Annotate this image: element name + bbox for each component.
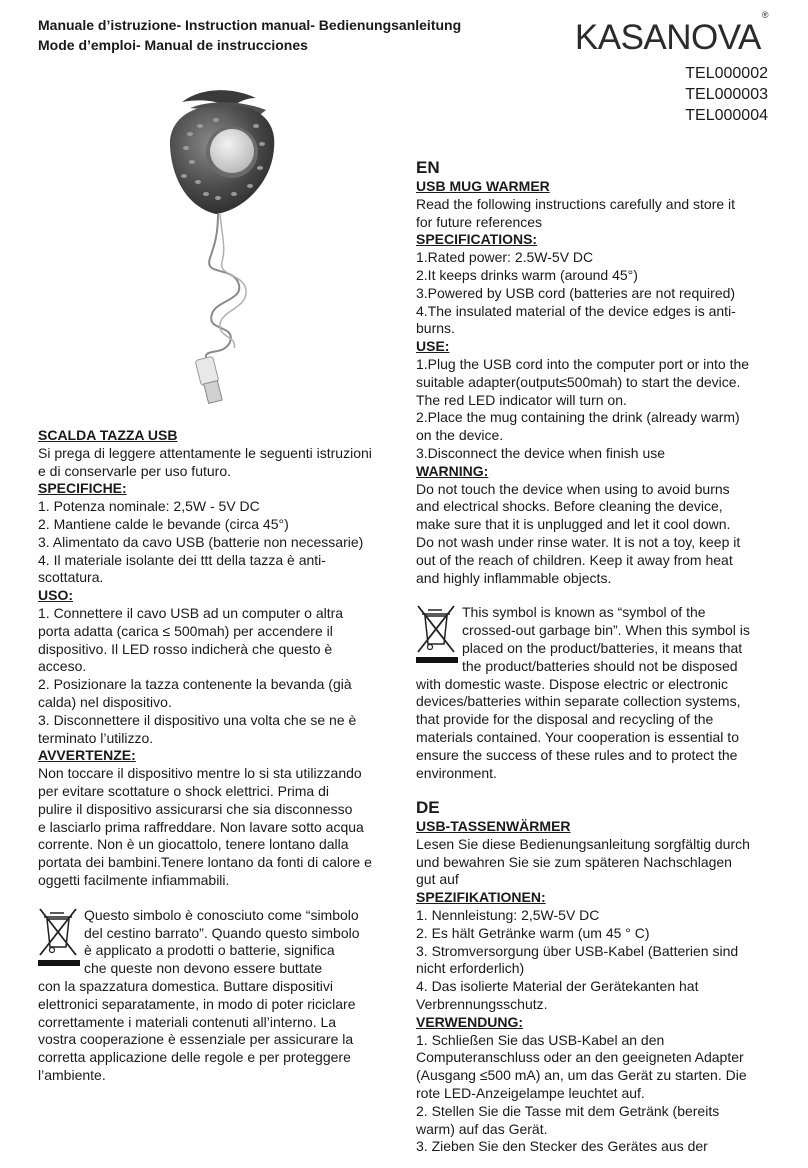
spec-line: 3. Alimentato da cavo USB (batterie non necessarie) xyxy=(38,533,364,550)
spec-line: 1. Potenza nominale: 2,5W - 5V DC xyxy=(38,498,260,515)
crossed-bin-icon xyxy=(416,604,458,664)
weee-line: the product/batteries should not be disposed xyxy=(462,657,738,674)
use-line: 2. Posizionare la tazza contenente la bevanda (già xyxy=(38,676,352,693)
use-heading: VERWENDUNG: xyxy=(416,1013,524,1030)
crossed-bin-icon xyxy=(38,907,80,967)
use-line: 2. Stellen Sie die Tasse mit dem Getränk (bereits xyxy=(416,1102,720,1119)
language-heading: EN xyxy=(416,158,440,177)
warning-line: portata dei bambini.Tenere lontano da fonti di calore e xyxy=(38,854,372,871)
weee-line: devices/batteries within separate collection systems, xyxy=(416,693,741,710)
product-codes xyxy=(685,63,768,126)
weee-line: correttamente i materiali contenuti all’interno. La xyxy=(38,1013,337,1030)
section-title: SCALDA TAZZA USB xyxy=(38,427,178,443)
intro-line: Si prega di leggere attentamente le seguenti istruzioni xyxy=(38,444,372,461)
intro-line: Lesen Sie diese Bedienungsanleitung sorgfältig durch xyxy=(416,835,750,852)
specs-heading: SPECIFICATIONS: xyxy=(416,231,538,248)
use-heading: USE: xyxy=(416,338,450,355)
warning-line: Non toccare il dispositivo mentre lo si sta utilizzando xyxy=(38,765,362,782)
spec-line: 3.Powered by USB cord (batteries are not required) xyxy=(416,284,736,301)
weee-line: del cestino barrato”. Quando questo simbolo xyxy=(84,924,360,941)
use-line: 3.Disconnect the device when finish use xyxy=(416,444,666,461)
use-line: terminato l’utilizzo. xyxy=(38,729,154,746)
product-code: TEL000004 xyxy=(685,107,768,124)
warning-line: Do not touch the device when using to avoid burns xyxy=(416,480,730,497)
intro-line: for future references xyxy=(416,213,543,230)
brand-logo xyxy=(574,10,768,58)
weee-line: l’ambiente. xyxy=(38,1066,106,1083)
product-image xyxy=(160,86,300,411)
weee-line: environment. xyxy=(416,764,497,781)
spec-line: scottatura. xyxy=(38,569,104,586)
intro-line: und bewahren Sie sie zum späteren Nachschlagen xyxy=(416,853,732,870)
intro-line: gut auf xyxy=(416,871,459,888)
english-section xyxy=(416,157,776,782)
spec-line: 1. Nennleistung: 2,5W-5V DC xyxy=(416,906,600,923)
product-code: TEL000003 xyxy=(685,86,768,103)
weee-line: elettronici separatamente, in modo di poter riciclare xyxy=(38,995,356,1012)
warning-line: and highly inflammable objects. xyxy=(416,569,612,586)
weee-line: that provide for the disposal and recycling of the xyxy=(416,711,714,728)
weee-line: corretta applicazione delle regole e per proteggere xyxy=(38,1049,351,1066)
spec-line: 2. Es hält Getränke warm (um 45 ° C) xyxy=(416,924,650,941)
use-line: suitable adapter(output≤500mah) to start the device. xyxy=(416,373,741,390)
weee-notice xyxy=(416,604,776,782)
specs-heading: SPECIFICHE: xyxy=(38,480,127,497)
spec-line: burns. xyxy=(416,320,455,337)
spec-line: 4.The insulated material of the device edges is anti- xyxy=(416,302,736,319)
weee-line: placed on the product/batteries, it means that xyxy=(462,639,743,656)
weee-line: ensure the success of these rules and to protect the xyxy=(416,746,738,763)
use-line: Computeranschluss oder an den geeigneten Adapter xyxy=(416,1049,744,1066)
use-line: warm) auf das Gerät. xyxy=(416,1120,548,1137)
weee-notice xyxy=(38,907,398,1085)
intro-line: e di conservarle per uso futuro. xyxy=(38,462,231,479)
warning-line: and electrical shocks. Before cleaning the device, xyxy=(416,498,723,515)
header-title-line2: Mode d’emploi- Manual de instrucciones xyxy=(38,37,308,53)
spec-line: 2.It keeps drinks warm (around 45°) xyxy=(416,266,638,283)
warning-line: oggetti facilmente infiammabili. xyxy=(38,871,230,888)
weee-line: materials contained. Your cooperation is essential to xyxy=(416,728,739,745)
use-line: 1. Connettere il cavo USB ad un computer o altra xyxy=(38,604,344,621)
spec-line: 2. Mantiene calde le bevande (circa 45°) xyxy=(38,515,289,532)
intro-line: Read the following instructions carefully and store it xyxy=(416,195,736,212)
use-line: calda) nel dispositivo. xyxy=(38,693,172,710)
product-code: TEL000002 xyxy=(685,65,768,82)
use-heading: USO: xyxy=(38,587,73,604)
use-line: rote LED-Anzeigelampe leuchtet auf. xyxy=(416,1084,645,1101)
weee-line: Questo simbolo è conosciuto come “simbolo xyxy=(84,906,359,923)
warning-line: per evitare scottature o shock elettrici. Prima di xyxy=(38,782,330,799)
use-line: porta adatta (carica ≤ 500mah) per accendere il xyxy=(38,622,333,639)
use-line: (Ausgang ≤500 mA) an, um das Gerät zu starten. Die xyxy=(416,1067,747,1084)
section-title: USB-TASSENWÄRMER xyxy=(416,818,571,834)
weee-line: vostra cooperazione è essenziale per assicurare la xyxy=(38,1031,354,1048)
warning-line: make sure that it is unplugged and let it cool down. xyxy=(416,516,731,533)
use-line: on the device. xyxy=(416,427,504,444)
use-line: 1.Plug the USB cord into the computer port or into the xyxy=(416,355,750,372)
warning-heading: WARNING: xyxy=(416,462,489,479)
use-line: acceso. xyxy=(38,658,87,675)
spec-line: 3. Stromversorgung über USB-Kabel (Batterien sind xyxy=(416,942,739,959)
spec-line: Verbrennungsschutz. xyxy=(416,995,548,1012)
header-title-line1: Manuale d’istruzione- Instruction manual- Bedienungsanleitung xyxy=(38,17,462,33)
weee-line: che queste non devono essere buttate xyxy=(84,960,323,977)
italian-section xyxy=(38,427,398,1085)
spec-line: 4. Il materiale isolante dei ttt della tazza è anti- xyxy=(38,551,326,568)
warning-line: Do not wash under rinse water. It is not a toy, keep it xyxy=(416,533,741,550)
warning-heading: AVVERTENZE: xyxy=(38,747,136,764)
weee-line: This symbol is known as “symbol of the xyxy=(462,604,706,621)
german-section xyxy=(416,797,776,1156)
spec-line: 1.Rated power: 2.5W-5V DC xyxy=(416,249,594,266)
use-line: The red LED indicator will turn on. xyxy=(416,391,627,408)
section-title: USB MUG WARMER xyxy=(416,178,550,194)
warning-line: out of the reach of children. Keep it away from heat xyxy=(416,551,733,568)
use-line: 2.Place the mug containing the drink (already warm) xyxy=(416,409,740,426)
use-line: 3. Zieben Sie den Stecker des Gerätes aus der xyxy=(416,1138,708,1155)
warning-line: corrente. Non è un giocattolo, tenere lontano dalla xyxy=(38,836,349,853)
weee-line: crossed-out garbage bin”. When this symbol is xyxy=(462,622,750,639)
warning-line: e lasciarlo prima raffreddare. Non lavare sotto acqua xyxy=(38,818,364,835)
brand-registered-mark: ® xyxy=(761,10,768,21)
use-line: 1. Schließen Sie das USB-Kabel an den xyxy=(416,1031,665,1048)
weee-line: with domestic waste. Dispose electric or electronic xyxy=(416,675,729,692)
spec-line: nicht erforderlich) xyxy=(416,960,525,977)
use-line: 3. Disconnettere il dispositivo una volta che se ne è xyxy=(38,711,357,728)
language-heading: DE xyxy=(416,798,440,817)
weee-line: è applicato a prodotti o batterie, significa xyxy=(84,942,335,959)
warning-line: pulire il dispositivo assicurarsi che sia disconnesso xyxy=(38,800,353,817)
use-line: dispositivo. Il LED rosso indicherà che questo è xyxy=(38,640,333,657)
spec-line: 4. Das isolierte Material der Gerätekanten hat xyxy=(416,978,699,995)
specs-heading: SPEZIFIKATIONEN: xyxy=(416,889,546,906)
weee-line: con la spazzatura domestica. Buttare dispositivi xyxy=(38,977,333,994)
document-header xyxy=(38,15,461,55)
brand-name: KASANOVA xyxy=(574,18,761,57)
